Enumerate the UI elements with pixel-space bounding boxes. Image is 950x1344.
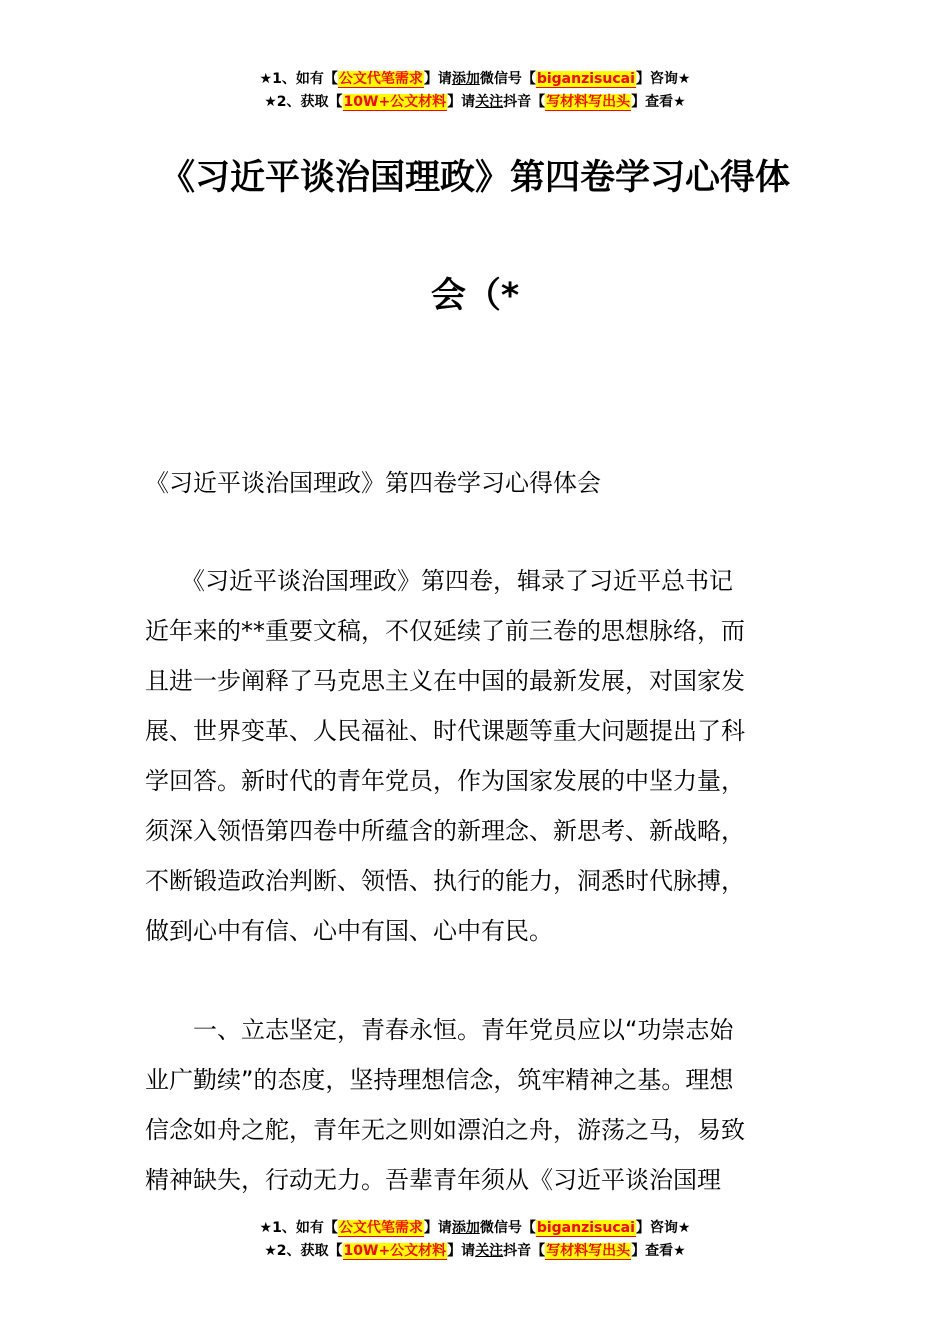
promo-line-1 [0, 1217, 950, 1240]
document-title-line-2: 会（* [430, 276, 520, 316]
promo-highlight: 10W+公文材料 [343, 94, 447, 110]
promo-text: 微信号【 [479, 1220, 536, 1236]
wechat-id-highlight: biganzisucai [536, 71, 635, 87]
paragraph-line: 且进一步阐释了马克思主义在中国的最新发展，对国家发 [145, 667, 745, 695]
paragraph-line: 学回答。新时代的青年党员，作为国家发展的中坚力量， [145, 767, 745, 795]
promo-emphasis: 添加 [451, 71, 480, 87]
promo-emphasis: 关注 [475, 1243, 504, 1259]
paragraph-line: 业广勤续”的态度，坚持理想信念，筑牢精神之基。理想 [145, 1066, 734, 1094]
paragraph-line: 近年来的**重要文稿，不仅延续了前三卷的思想脉络，而 [145, 617, 745, 645]
promo-text: 】咨询★ [635, 1220, 691, 1236]
promo-text: 】查看★ [631, 94, 686, 110]
promo-text: 】咨询★ [635, 71, 691, 87]
promo-banner-bottom [0, 1217, 950, 1263]
paragraph-intro [145, 556, 810, 956]
promo-text: ★2、获取【 [264, 94, 343, 110]
promo-line-2 [0, 91, 950, 114]
promo-banner-top [0, 68, 950, 114]
promo-highlight: 10W+公文材料 [343, 1243, 447, 1259]
promo-text: 】查看★ [631, 1243, 686, 1259]
promo-text: ★1、如有【 [259, 1220, 338, 1236]
promo-emphasis: 添加 [451, 1220, 480, 1236]
promo-highlight: 公文代笔需求 [338, 1220, 423, 1236]
promo-text: 】请 [447, 94, 476, 110]
paragraph-line: 做到心中有信、心中有国、心中有民。 [145, 917, 553, 945]
douyin-id-highlight: 写材料写出头 [546, 94, 631, 110]
paragraph-section-1 [145, 1005, 810, 1205]
promo-text: 抖音【 [503, 94, 546, 110]
wechat-id-highlight: biganzisucai [536, 1220, 635, 1236]
promo-text: 微信号【 [479, 71, 536, 87]
douyin-id-highlight: 写材料写出头 [546, 1243, 631, 1259]
promo-text: 抖音【 [503, 1243, 546, 1259]
paragraph-line: 信念如舟之舵，青年无之则如漂泊之舟，游荡之马，易致 [145, 1116, 745, 1144]
paragraph-line: 须深入领悟第四卷中所蕴含的新理念、新思考、新战略， [145, 817, 745, 845]
document-title-line-1: 《习近平谈治国理政》第四卷学习心得体 [159, 158, 790, 198]
paragraph-line: 展、世界变革、人民福祉、时代课题等重大问题提出了科 [145, 717, 745, 745]
promo-line-1 [0, 68, 950, 91]
promo-text: ★2、获取【 [264, 1243, 343, 1259]
promo-emphasis: 关注 [475, 94, 504, 110]
document-subtitle: 《习近平谈治国理政》第四卷学习心得体会 [145, 469, 601, 497]
paragraph-line: 一、立志坚定，青春永恒。青年党员应以“功崇志始 [145, 1016, 734, 1044]
promo-text: ★1、如有【 [259, 71, 338, 87]
promo-text: 】请 [423, 71, 452, 87]
promo-text: 】请 [447, 1243, 476, 1259]
promo-line-2 [0, 1240, 950, 1263]
paragraph-line: 不断锻造政治判断、领悟、执行的能力，洞悉时代脉搏， [145, 867, 745, 895]
paragraph-line: 《习近平谈治国理政》第四卷，辑录了习近平总书记 [145, 567, 733, 595]
promo-highlight: 公文代笔需求 [338, 71, 423, 87]
paragraph-line: 精神缺失，行动无力。吾辈青年须从《习近平谈治国理 [145, 1166, 721, 1194]
promo-text: 】请 [423, 1220, 452, 1236]
